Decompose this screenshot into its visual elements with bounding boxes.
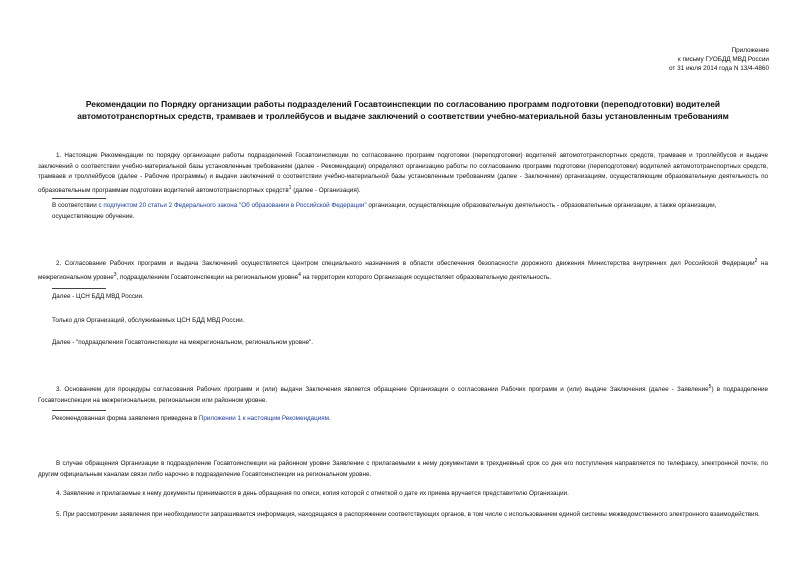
appendix-header [669, 46, 769, 73]
paragraph-3-text: 3. Основанием для процедуры согласования Рабочих программ и (или) выдачи Заключения является обращение Организации о согласовании Рабочих программ и (или) выдаче Заключения (далее - Заявление [56, 386, 709, 394]
footnote-4 [52, 338, 768, 349]
footnote-5 [52, 414, 768, 425]
footnote-marker: 3 [113, 271, 117, 278]
footnote-1-post: организации, осуществляющие образовательную деятельность - образовательные организации, а также организации, осуществляющие обучение. [52, 202, 717, 220]
footnote-1-link-law[interactable]: "Об образовании в Российской Федерации" [238, 202, 367, 209]
paragraph-2 [38, 256, 768, 283]
footnote-3 [52, 316, 768, 327]
document-title: Рекомендации по Порядку организации работы подразделений Госавтоинспекции по согласованию программ подготовки (переподготовки) водителей автомототранспортных средств, трамваев и троллейбусов и выдаче заключений о соответствии учебно-материальной базы установленным требованиям [77, 99, 729, 121]
footnote-2 [52, 292, 768, 303]
paragraph-2-c: , подразделением Госавтоинспекции на региональном уровне [116, 273, 299, 281]
paragraph-1 [38, 151, 768, 196]
paragraph-2-d: на территории которого Организация осуществляет образовательную деятельность. [300, 273, 552, 281]
paragraph-5: 4. Заявление и прилагаемые к нему документы принимаются в день обращения по описи, копия которой с отметкой о дате их приема вручается представителю Организации. [56, 490, 569, 497]
footnote-1-link-article[interactable]: с подпунктом 20 статьи 2 Федерального закона [98, 202, 238, 209]
paragraph-1-tail: (далее - Организация). [291, 186, 361, 194]
footnote-separator [52, 198, 106, 199]
paragraph-2-b: на межрегиональном уровне [38, 260, 768, 281]
footnote-marker: 5 [708, 384, 712, 390]
footnote-marker: 4 [298, 271, 301, 278]
footnote-1 [52, 201, 768, 222]
footnote-separator [52, 288, 106, 289]
paragraph-4: В случае обращения Организации в подразделение Госавтоинспекции на районном уровне Заявление с прилагаемыми к нему документами в трехдневный срок со дня его поступления направляется по телефаксу, электронной почте, по другим официальным каналам связи либо нарочно в подразделение Госавтоинспекции на региональном уровне. [38, 460, 768, 478]
paragraph-2-a: 2. Согласование Рабочих программ и выдача Заключений осуществляется Центром специального назначения в области обеспечения безопасности дорожного движения Министерства внутренних дел Российской Федерации [56, 260, 755, 268]
footnote-marker: 1 [288, 184, 292, 191]
footnote-5-link-appendix[interactable]: Приложении 1 к настоящим Рекомендациям [198, 415, 329, 422]
footnote-3-text: Только для Организаций, обслуживаемых ЦСН БДД МВД России. [52, 317, 245, 324]
appendix-line-2: к письму ГУОБДД МВД России [677, 56, 769, 63]
appendix-line-3: от 31 июля 2014 года N 13/4-4860 [668, 65, 769, 72]
footnote-5-post: . [328, 415, 331, 422]
paragraph-6: 5. При рассмотрении заявления при необходимости запрашивается информация, находящаяся в распоряжении соответствующих органов, в том числе с использованием единой системы межведомственного электронного взаимодействия. [56, 511, 760, 518]
footnote-4-text: Далее - "подразделения Госавтоинспекции на межрегиональном, региональном уровне". [52, 339, 314, 346]
paragraph-1-text: 1. Настоящие Рекомендации по порядку организации работы подразделений Госавтоинспекции по согласованию программ подготовки (переподготовки) водителей автомототранспортных средств, трамваев и троллейбусов и выдаче заключений о соответствии учебно-материальной базы установленным требованиям (далее - Рекомендации) определяют организацию работы по согласованию программ подготовки (переподготовки) водителей автомототранспортных средств, трамваев и троллейбусов (далее - Рабочие программы) и выдачи заключений о соответствии учебно-материальной базы установленным требованиям (далее - Заключение) организациям, осуществляющим образовательную деятельность по образовательным программам подготовки водителей автомототранспортных средств [38, 152, 768, 194]
footnote-separator [52, 410, 106, 411]
paragraph-3 [38, 382, 768, 406]
footnote-1-pre: В соответствии [52, 202, 99, 209]
footnote-5-pre: Рекомендованная форма заявления приведена в [52, 415, 199, 422]
appendix-line-1: Приложение [731, 47, 769, 54]
footnote-marker: 2 [754, 258, 758, 264]
paragraph-3-tail: ) в подразделение Госавтоинспекции на межрегиональном, региональном или районном уровне. [38, 386, 768, 404]
footnote-2-text: Далее - ЦСН БДД МВД России. [52, 293, 144, 300]
